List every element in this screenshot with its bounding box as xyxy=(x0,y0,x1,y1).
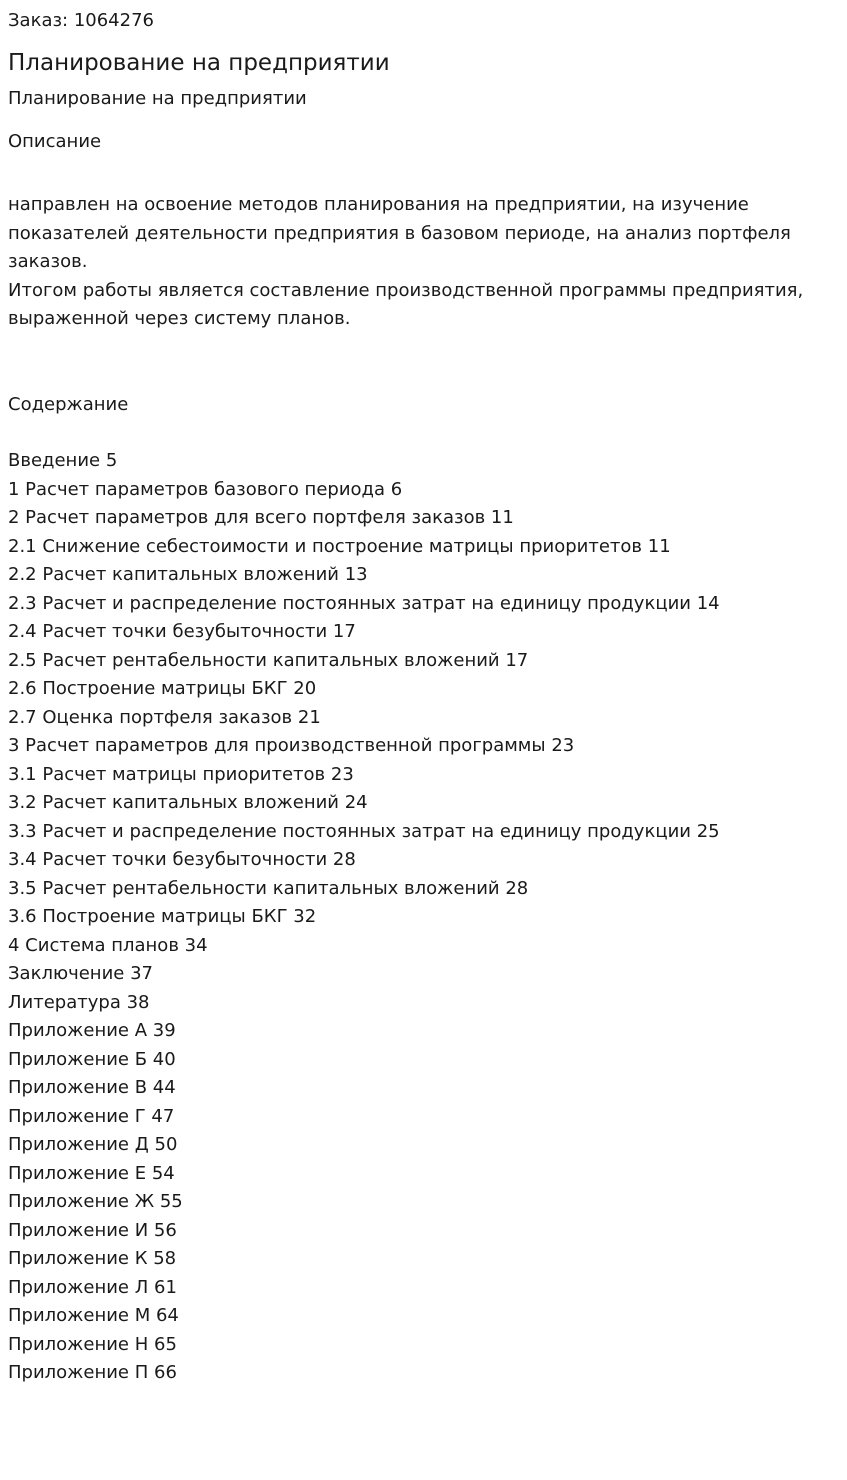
toc-item: 3.5 Расчет рентабельности капитальных вложений 28 xyxy=(8,877,529,899)
toc-item: Приложение Н 65 xyxy=(8,1333,177,1355)
toc-item: 3.2 Расчет капитальных вложений 24 xyxy=(8,792,368,813)
toc-item: Заключение 37 xyxy=(8,963,153,984)
toc-item: Приложение Д 50 xyxy=(8,1134,178,1155)
description-paragraph: направлен на освоение методов планирования на предприятии, на изучение показателей деятельности предприятия в базовом периоде, на анализ портфеля заказов. xyxy=(8,194,791,272)
toc-item: Приложение В 44 xyxy=(8,1077,176,1098)
toc-item: Приложение А 39 xyxy=(8,1020,176,1041)
toc-item: Приложение Ж 55 xyxy=(8,1191,183,1212)
toc-item: Приложение Л 61 xyxy=(8,1276,177,1298)
toc-item: 4 Система планов 34 xyxy=(8,934,208,956)
toc-item: Приложение И 56 xyxy=(8,1219,177,1241)
toc-item: 3.4 Расчет точки безубыточности 28 xyxy=(8,849,356,870)
toc-item: Приложение К 58 xyxy=(8,1248,177,1269)
order-number: Заказ: 1064276 xyxy=(8,10,154,31)
toc-item: 3.6 Построение матрицы БКГ 32 xyxy=(8,906,317,927)
toc-item: Приложение Е 54 xyxy=(8,1162,175,1184)
toc-item: 2.4 Расчет точки безубыточности 17 xyxy=(8,621,356,642)
toc-item: 1 Расчет параметров базового периода 6 xyxy=(8,478,403,500)
toc-item: 2.5 Расчет рентабельности капитальных вложений 17 xyxy=(8,649,529,671)
toc-item: Приложение П 66 xyxy=(8,1362,177,1383)
toc-item: 3.1 Расчет матрицы приоритетов 23 xyxy=(8,763,354,785)
toc-item: Введение 5 xyxy=(8,450,118,471)
toc-item: Приложение Б 40 xyxy=(8,1048,176,1070)
page-title: Планирование на предприятии xyxy=(8,50,390,76)
description-paragraph: Итогом работы является составление производственной программы предприятия, выраженной через систему планов. xyxy=(8,279,804,329)
description-body xyxy=(8,191,840,334)
toc-item: 2.7 Оценка портфеля заказов 21 xyxy=(8,706,321,728)
description-heading: Описание xyxy=(8,131,102,152)
toc-item: 2.3 Расчет и распределение постоянных затрат на единицу продукции 14 xyxy=(8,592,720,614)
toc-item: 2 Расчет параметров для всего портфеля заказов 11 xyxy=(8,507,514,528)
toc-item: 2.2 Расчет капитальных вложений 13 xyxy=(8,564,368,585)
toc-item: 3 Расчет параметров для производственной программы 23 xyxy=(8,735,575,756)
toc-heading: Содержание xyxy=(8,394,129,415)
page-subtitle: Планирование на предприятии xyxy=(8,88,307,109)
toc-item: 2.6 Построение матрицы БКГ 20 xyxy=(8,678,317,699)
table-of-contents xyxy=(8,447,840,1388)
toc-item: 2.1 Снижение себестоимости и построение матрицы приоритетов 11 xyxy=(8,535,671,557)
toc-item: Приложение Г 47 xyxy=(8,1105,175,1127)
toc-item: Литература 38 xyxy=(8,991,150,1013)
toc-item: Приложение М 64 xyxy=(8,1305,179,1326)
toc-item: 3.3 Расчет и распределение постоянных затрат на единицу продукции 25 xyxy=(8,820,720,842)
